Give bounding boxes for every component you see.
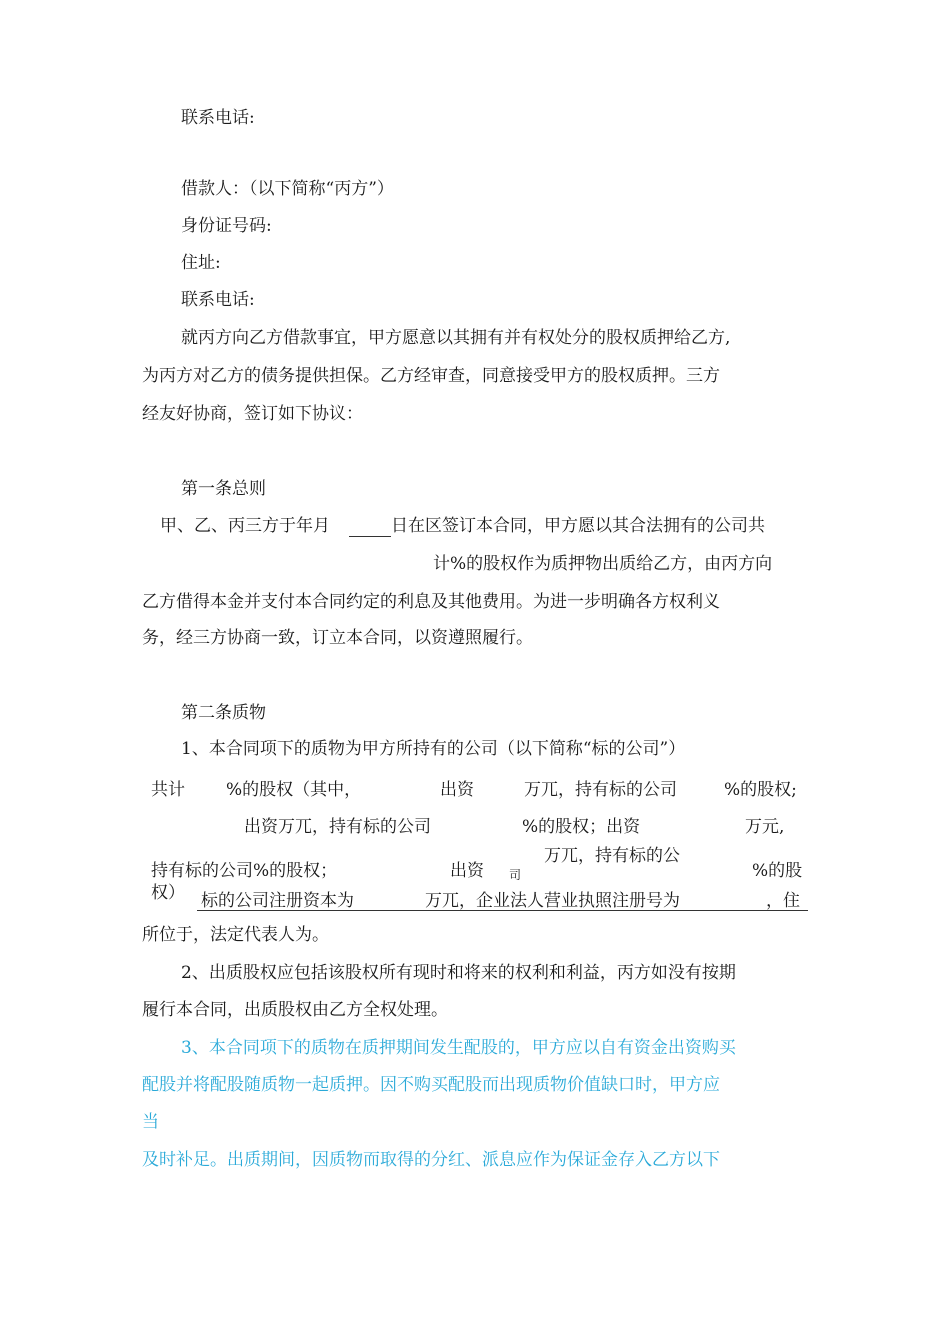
blank-underline — [349, 536, 391, 537]
fill-row-3-b: 出资 — [450, 861, 484, 881]
fill-row-3-c: 司 — [509, 868, 522, 882]
article-2-para-1: 1、本合同项下的质物为甲方所持有的公司（以下简称“标的公司”） — [181, 739, 686, 759]
fill-row-2-c: 万元, — [745, 817, 785, 837]
article-2-para-3-line-3: 当 — [142, 1112, 159, 1132]
fill-row-1-d: 万兀，持有标的公司 — [524, 780, 677, 800]
fill-row-5: 所位于，法定代表人为。 — [142, 925, 329, 945]
article-2-para-3-line-2: 配股并将配股随质物一起质押。因不购买配股而出现质物价值缺口时，甲方应 — [142, 1075, 720, 1095]
intro-line-1: 就丙方向乙方借款事宜，甲方愿意以其拥有并有权处分的股权质押给乙方, — [181, 328, 731, 348]
fill-row-underline — [197, 910, 808, 911]
article-1-title: 第一条总则 — [181, 479, 266, 499]
id-number-label: 身份证号码: — [181, 216, 272, 236]
fill-row-1-e: %的股权; — [724, 780, 797, 800]
article-1-line-3: 乙方借得本金并支付本合同约定的利息及其他费用。为进一步明确各方权利义 — [142, 592, 720, 612]
article-2-para-3-line-1: 3、本合同项下的质物在质押期间发生配股的，甲方应以自有资金出资购买 — [181, 1038, 736, 1058]
fill-row-3-e: %的股 — [752, 861, 803, 881]
article-1-line-1a: 甲、乙、丙三方于年月 — [160, 516, 330, 536]
contact-phone-label-1: 联系电话: — [181, 108, 255, 128]
contact-phone-label-2: 联系电话: — [181, 290, 255, 310]
fill-row-1-b: %的股权（其中， — [226, 780, 362, 800]
fill-row-4-b: 标的公司注册资本为 — [201, 891, 354, 911]
fill-row-4-c: 万兀，企业法人营业执照注册号为 — [425, 891, 680, 911]
fill-row-3-a: 持有标的公司%的股权； — [151, 861, 338, 881]
article-1-line-4: 务，经三方协商一致，订立本合同，以资遵照履行。 — [142, 628, 533, 648]
article-2-para-3-line-4: 及时补足。出质期间，因质物而取得的分红、派息应作为保证金存入乙方以下 — [142, 1150, 720, 1170]
borrower-label: 借款人：（以下简称“丙方”） — [181, 179, 394, 199]
fill-row-1-a: 共计 — [151, 780, 185, 800]
fill-row-3-d: 万兀，持有标的公 — [544, 846, 680, 866]
article-2-title: 第二条质物 — [181, 703, 266, 723]
article-2-para-2-line-2: 履行本合同，出质股权由乙方全权处理。 — [142, 1000, 448, 1020]
fill-row-2-a: 出资万兀，持有标的公司 — [244, 817, 431, 837]
fill-row-4-d: ，住 — [766, 891, 800, 911]
intro-line-3: 经友好协商，签订如下协议： — [142, 404, 363, 424]
intro-line-2: 为丙方对乙方的债务提供担保。乙方经审查，同意接受甲方的股权质押。三方 — [142, 366, 720, 386]
fill-row-2-b: %的股权；出资 — [522, 817, 641, 837]
fill-row-1-c: 出资 — [440, 780, 474, 800]
article-1-line-2: 计%的股权作为质押物出质给乙方，由丙方向 — [433, 554, 773, 574]
article-2-para-2-line-1: 2、出质股权应包括该股权所有现时和将来的权利和利益，丙方如没有按期 — [181, 963, 736, 983]
article-1-line-1b: 日在区签订本合同，甲方愿以其合法拥有的公司共 — [391, 516, 765, 536]
fill-row-4-a: 权） — [151, 883, 185, 903]
address-label: 住址: — [181, 253, 221, 273]
